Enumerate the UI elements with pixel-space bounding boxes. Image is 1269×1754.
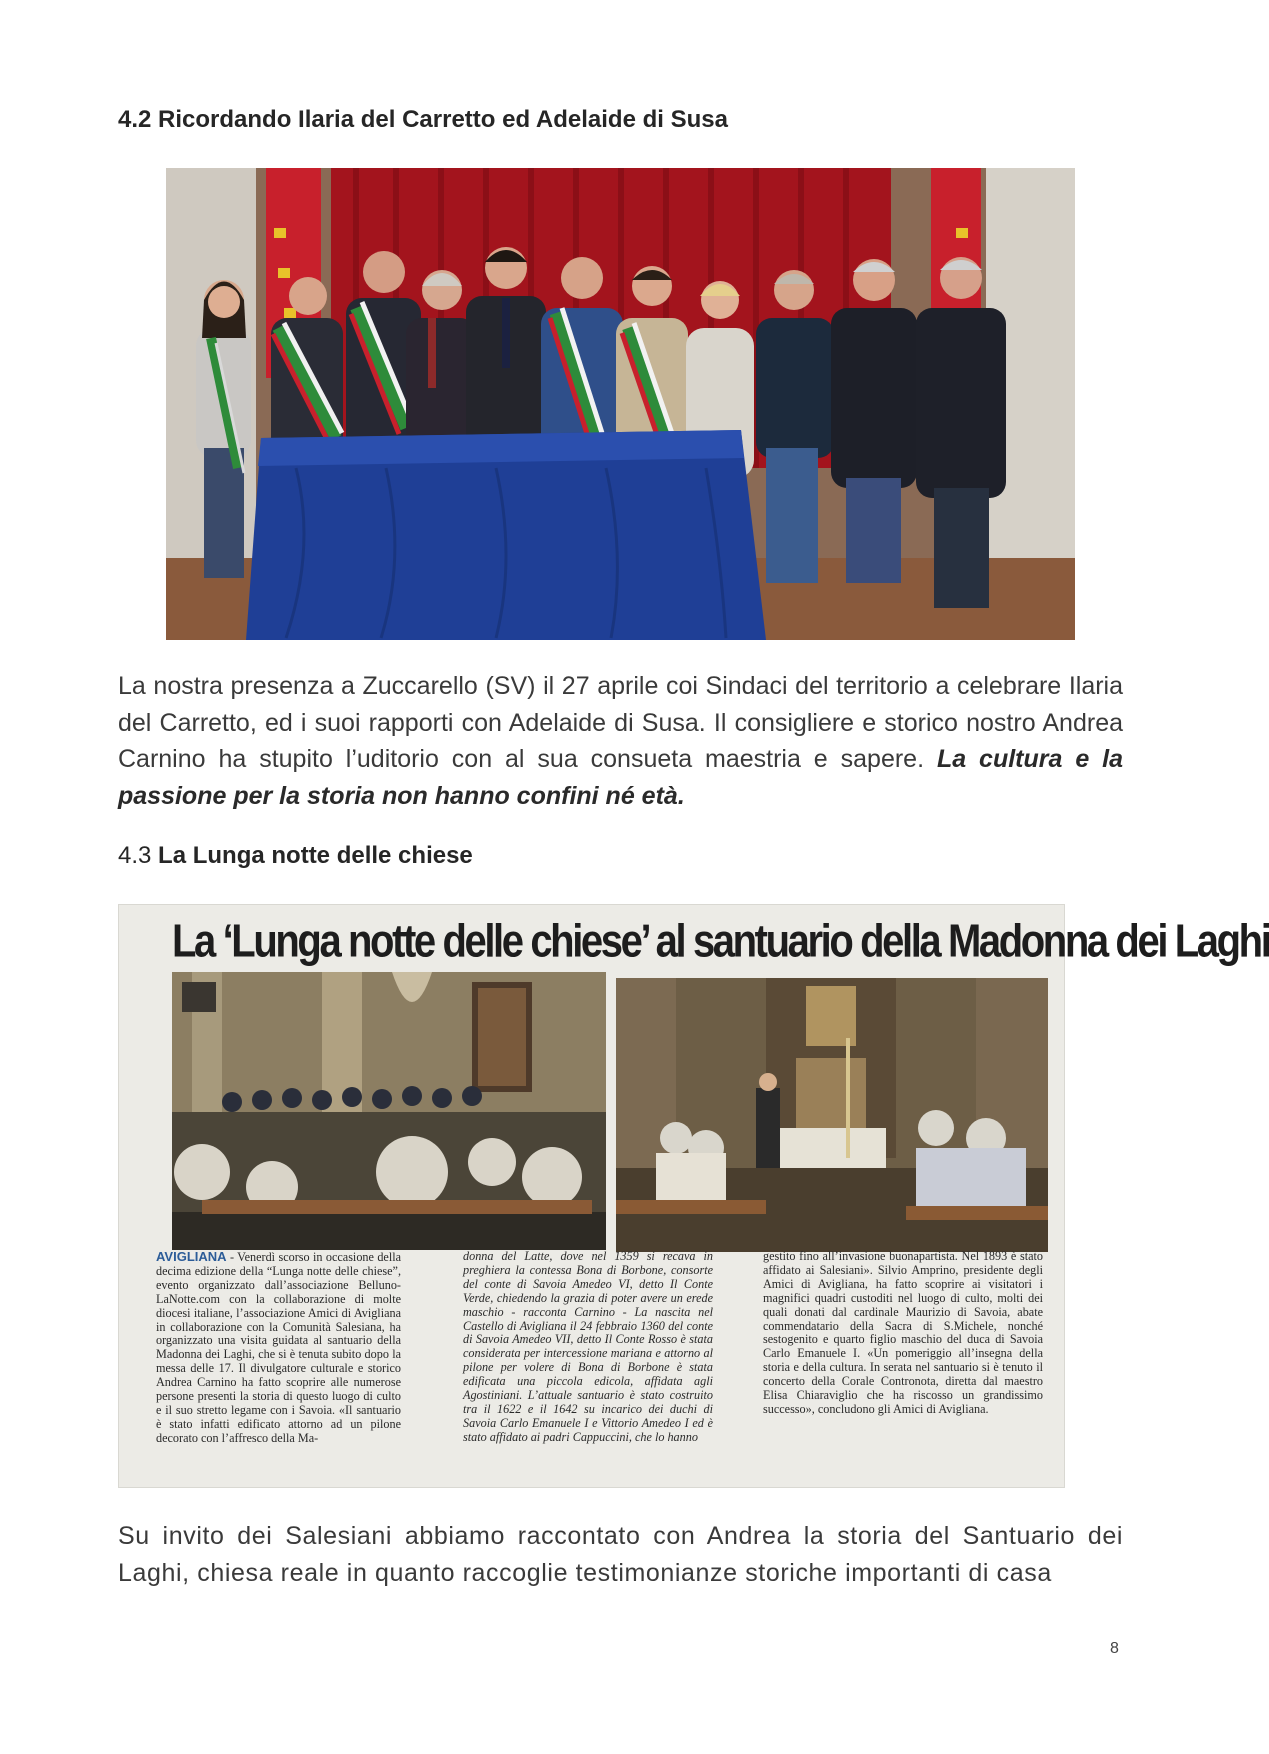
clipping-column-1-text: - Venerdì scorso in occasione della decima edizione della “Lunga notte delle chiese”, evento organizzato dall’associazione Belluno-LaNotte.com con la collaborazione di molte diocesi italiane, l’associazione Amici di Avigliana in collaborazione con la Comunità Salesiana, ha organizzato una visita guidata al santuario della Madonna dei Laghi, che si è tenuta subito dopo la messa delle 17. Il divulgatore culturale e storico Andrea Carnino ha fatto scoprire alle numerose persone presenti la storia di questo luogo di culto e il suo stretto legame con i Savoia. «Il santuario è stato infatti edificato attorno ad un pilone decorato con l’affresco della Ma- [156, 1250, 401, 1445]
page-number: 8 [1110, 1640, 1119, 1657]
newspaper-clipping [118, 904, 1269, 1488]
clipping-column-1 [156, 1250, 401, 1446]
section-number: 4.3 [118, 842, 152, 869]
section-4-2-paragraph [118, 668, 1123, 814]
clipping-photo-sanctuary [616, 978, 1048, 1252]
paragraph-emphasis: La cultura e la passione per la storia non hanno confini né età. [118, 745, 1123, 810]
clipping-location: AVIGLIANA [156, 1249, 227, 1264]
paragraph-text: La nostra presenza a Zuccarello (SV) il 27 aprile coi Sindaci del territorio a celebrare Ilaria del Carretto, ed i suoi rapporti con Adelaide di Susa. Il consigliere e storico nostro Andrea Carnino ha stupito l’uditorio con al sua consueta maestria e sapere. [118, 672, 1123, 773]
clipping-headline: La ‘Lunga notte delle chiese’ al santuario della Madonna dei Laghi [172, 916, 1269, 967]
section-4-3-paragraph: Su invito dei Salesiani abbiamo raccontato con Andrea la storia del Santuario dei Laghi, chiesa reale in quanto raccoglie testimonianze storiche importanti di casa [118, 1522, 1123, 1587]
section-heading-4-3 [118, 842, 473, 870]
group-photo-mayors [166, 168, 1075, 640]
section-heading-4-2: 4.2 Ricordando Ilaria del Carretto ed Adelaide di Susa [118, 106, 728, 133]
section-title: La Lunga notte delle chiese [158, 842, 473, 869]
clipping-column-2: donna del Latte, dove nel 1359 si recava in preghiera la contessa Bona di Borbone, consorte del conte di Savoia Amedeo VI, detto Il Conte Verde, chiedendo la grazia di poter avere un erede maschio - racconta Carnino - La nascita nel Castello di Avigliana il 24 febbraio 1360 del conte di Savoia Amedeo VII, detto Il Conte Rosso è stata considerata per intercessione mariana e attorno al pilone per volere di Bona di Borbone è stata edificata una piccola edicola, affidata agli Agostiniani. L’attuale santuario è stato costruito tra il 1622 e il 1642 su incarico dei duchi di Savoia Carlo Emanuele I e Vittorio Amedeo I ed è stato affidato ai padri Cappuccini, che lo hanno [463, 1249, 713, 1444]
clipping-photo-choir [172, 972, 606, 1250]
clipping-column-3: gestito fino all’invasione buonapartista. Nel 1893 è stato affidato ai Salesiani». Silvio Amprino, presidente degli Amici di Avigliana, ha fatto scoprire ai visitatori i magnifici quadri custoditi nel luogo di culto, molti dei quali donati dal cardinale Maurizio di Savoia, abate commendatario della Sacra di S.Michele, nonché sestogenito e quarto figlio maschio del duca di Savoia Carlo Emanuele I. «Un pomeriggio all’insegna della storia e della cultura. In serata nel santuario si è tenuto il concerto della Corale Contronota, diretta dal maestro Elisa Chiaraviglio che ha riscosso un grandissimo successo», concludono gli Amici di Avigliana. [763, 1249, 1043, 1416]
